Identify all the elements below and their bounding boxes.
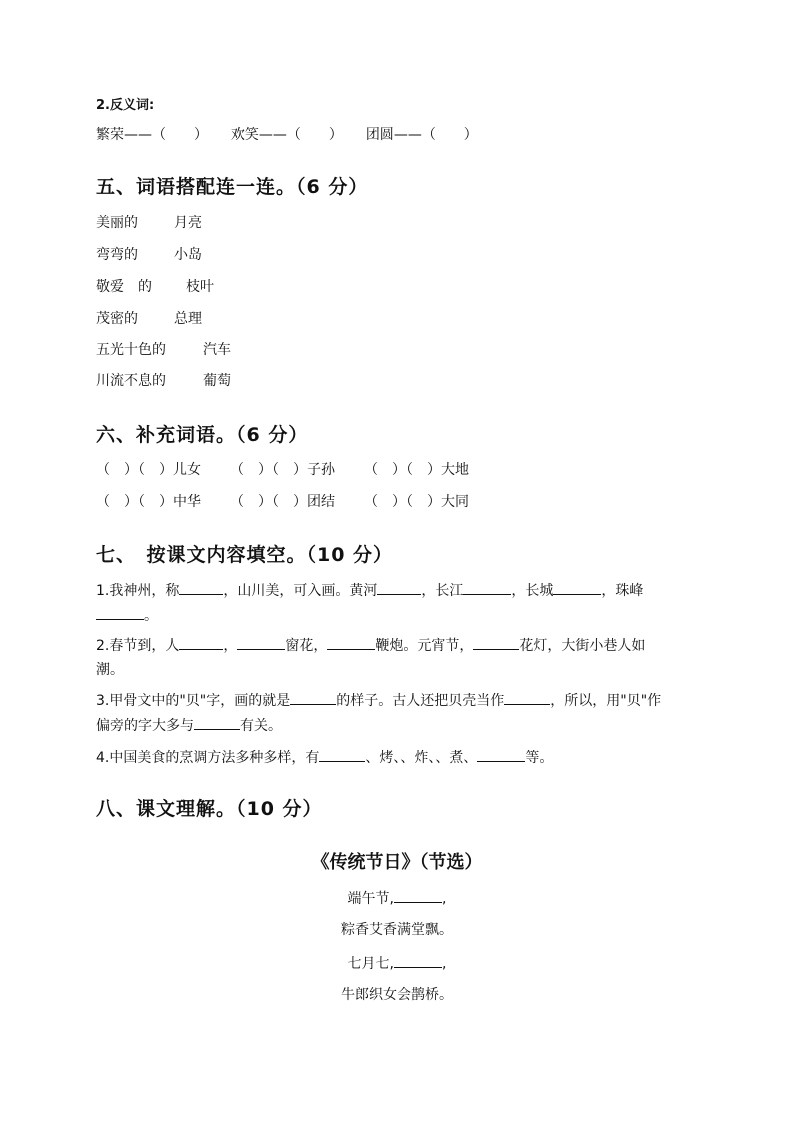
fill-sentence-1	[96, 580, 643, 601]
antonym-answer-paren[interactable]: （ ）	[286, 127, 343, 143]
fill-word-item[interactable]: （ ）（ ）团结	[230, 494, 335, 510]
match-right-item[interactable]: 月亮	[174, 215, 202, 231]
match-right-item[interactable]: 葡萄	[203, 373, 231, 389]
antonym-answer-paren[interactable]: （ ）	[152, 127, 208, 143]
answer-blank[interactable]	[394, 888, 442, 903]
sentence-text: 有关。	[240, 718, 282, 734]
section6-heading: 六、补充词语。（6 分）	[96, 424, 309, 446]
poem-title: 《传统节日》（节选）	[311, 852, 483, 873]
match-left-item[interactable]: 五光十色的	[96, 342, 166, 358]
answer-blank[interactable]	[96, 605, 144, 620]
fill-sentence-3	[96, 690, 661, 711]
match-left-item[interactable]: 川流不息的	[96, 373, 166, 389]
poem-text: 七月七,	[347, 956, 394, 972]
answer-blank[interactable]	[553, 580, 601, 595]
sentence-text: 花灯，大街小巷人如	[519, 638, 646, 654]
match-left-item[interactable]: 敬爱 的	[96, 279, 152, 295]
section5-heading: 五、词语搭配连一连。（6 分）	[96, 176, 369, 198]
sentence-text: 窗花，	[285, 638, 328, 654]
sentence-text: 1.我神州，称	[96, 583, 180, 599]
answer-blank[interactable]	[504, 690, 550, 705]
sentence-text: ，长城	[511, 583, 554, 599]
answer-blank[interactable]	[477, 747, 525, 762]
answer-blank[interactable]	[377, 580, 421, 595]
fill-word-item[interactable]: （ ）（ ）子孙	[230, 462, 335, 478]
section7-heading: 七、 按课文内容填空。（10 分）	[96, 544, 394, 566]
fill-word-item[interactable]: （ ）（ ）大地	[364, 462, 469, 478]
match-right-item[interactable]: 总理	[174, 311, 202, 327]
match-left-item[interactable]: 弯弯的	[96, 247, 138, 263]
sentence-text: 、烤、、炸、、煮、	[365, 750, 478, 766]
sentence-text: ，	[223, 638, 238, 654]
antonym-word: 团圆	[365, 127, 394, 143]
answer-blank[interactable]	[290, 690, 336, 705]
answer-blank[interactable]	[179, 580, 223, 595]
answer-blank[interactable]	[394, 953, 442, 968]
answer-blank[interactable]	[319, 747, 365, 762]
sentence-text: ，所以，用"贝"作	[550, 693, 662, 709]
antonym-word: 欢笑	[230, 127, 259, 143]
fill-word-item[interactable]: （ ）（ ）中华	[96, 494, 201, 510]
match-right-item[interactable]: 汽车	[203, 342, 231, 358]
poem-line	[0, 888, 794, 909]
sentence-text: 的样子。古人还把贝壳当作	[336, 693, 505, 709]
antonym-dash: ——	[124, 127, 152, 143]
poem-punct: ,	[442, 891, 447, 907]
poem-text: 端午节,	[347, 891, 394, 907]
fill-sentence-2	[96, 635, 645, 656]
fill-sentence-4	[96, 747, 553, 768]
sentence-text: ，长江	[421, 583, 464, 599]
match-right-item[interactable]: 小岛	[174, 247, 202, 263]
fill-sentence-2-cont: 潮。	[96, 662, 124, 678]
answer-blank[interactable]	[473, 635, 519, 650]
antonym-dash: ——	[258, 127, 287, 143]
antonym-answer-paren[interactable]: （ ）	[421, 127, 478, 143]
antonym-word: 繁荣	[96, 127, 124, 143]
sentence-text: ，珠峰	[601, 583, 644, 599]
antonym-title: 2.反义词:	[96, 98, 155, 113]
sentence-text: 偏旁的字大多与	[96, 718, 194, 734]
sentence-text: 3.甲骨文中的"贝"字，画的就是	[96, 693, 291, 709]
fill-sentence-3-cont	[96, 715, 282, 736]
fill-word-item[interactable]: （ ）（ ）儿女	[96, 462, 201, 478]
poem-line: 牛郎织女会鹊桥。	[341, 987, 453, 1003]
match-right-item[interactable]: 枝叶	[186, 279, 214, 295]
antonym-dash: ——	[393, 127, 422, 143]
match-left-item[interactable]: 美丽的	[96, 215, 138, 231]
sentence-text: ，山川美，可入画。黄河	[223, 583, 378, 599]
sentence-text: 2.春节到，人	[96, 638, 180, 654]
sentence-text: 。	[144, 608, 158, 624]
poem-line	[0, 953, 794, 974]
fill-word-item[interactable]: （ ）（ ）大同	[364, 494, 469, 510]
poem-line: 粽香艾香满堂飘。	[341, 922, 453, 938]
answer-blank[interactable]	[194, 715, 240, 730]
fill-sentence-1-cont	[96, 605, 158, 626]
match-left-item[interactable]: 茂密的	[96, 311, 138, 327]
sentence-text: 4.中国美食的烹调方法多种多样，有	[96, 750, 320, 766]
answer-blank[interactable]	[237, 635, 285, 650]
answer-blank[interactable]	[179, 635, 223, 650]
poem-punct: ,	[442, 956, 447, 972]
sentence-text: 等。	[525, 750, 554, 766]
section8-heading: 八、课文理解。（10 分）	[96, 798, 323, 820]
answer-blank[interactable]	[327, 635, 375, 650]
sentence-text: 鞭炮。元宵节，	[375, 638, 474, 654]
answer-blank[interactable]	[463, 580, 511, 595]
antonym-row	[96, 125, 478, 145]
